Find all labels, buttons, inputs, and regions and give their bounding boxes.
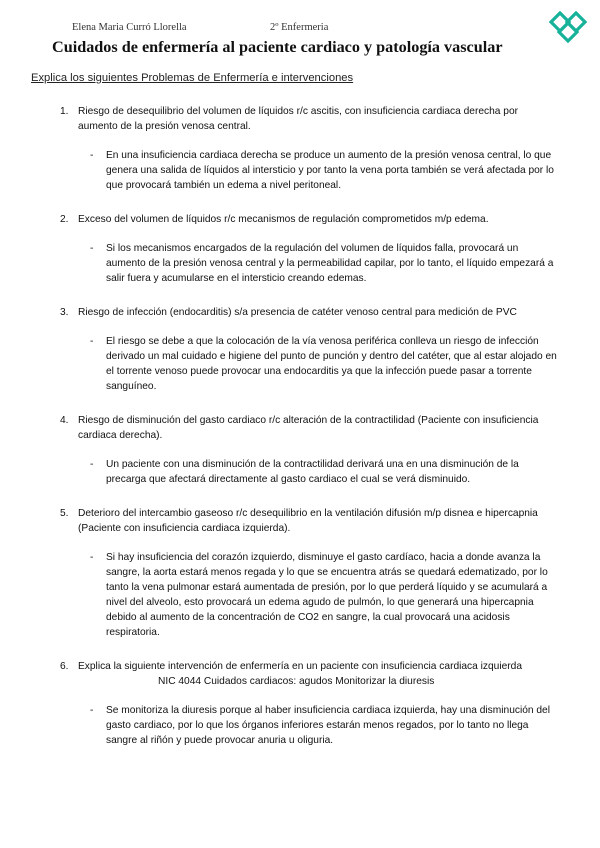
item-bullet <box>0 241 600 286</box>
item-bullet <box>0 550 600 640</box>
dash-marker: - <box>90 150 94 161</box>
item-number: 5. <box>60 508 69 519</box>
author-name: Elena Maria Curró Llorella <box>72 22 187 33</box>
list-item <box>0 305 600 394</box>
item-text: Riesgo de infección (endocarditis) s/a presencia de catéter venoso central para medición de PVC <box>78 307 517 318</box>
item-bullet <box>0 457 600 487</box>
dash-marker: - <box>90 243 94 254</box>
nic-intervention: NIC 4044 Cuidados cardiacos: agudos Monitorizar la diuresis <box>158 676 435 687</box>
bullet-text: Se monitoriza la diuresis porque al haber insuficiencia cardiaca izquierda, hay una disminución del gasto cardiaco, por lo que los órganos inferiores estarán menos regados, por lo tanto no llega sangre al riñón y puede provocar anuria u oliguria. <box>106 705 550 746</box>
dash-marker: - <box>90 552 94 563</box>
list-item <box>0 506 600 640</box>
list-item <box>0 413 600 487</box>
item-text: Riesgo de desequilibrio del volumen de líquidos r/c ascitis, con insuficiencia cardiaca derecha por aumento de la presión venosa central. <box>78 106 519 132</box>
section-subtitle: Explica los siguientes Problemas de Enfermería e intervenciones <box>31 72 354 84</box>
item-text: Riesgo de disminución del gasto cardiaco r/c alteración de la contractilidad (Paciente con insuficiencia cardiaca derecha). <box>78 415 539 441</box>
list-item <box>0 212 600 286</box>
dash-marker: - <box>90 336 94 347</box>
item-text: Explica la siguiente intervención de enfermería en un paciente con insuficiencia cardiaca izquierda <box>78 661 522 672</box>
list-item <box>0 104 600 193</box>
item-text: Exceso del volumen de líquidos r/c mecanismos de regulación comprometidos m/p edema. <box>78 214 489 225</box>
dash-marker: - <box>90 459 94 470</box>
dash-marker: - <box>90 705 94 716</box>
page-title: Cuidados de enfermería al paciente cardiaco y patología vascular <box>52 38 503 56</box>
course-label: 2º Enfermeria <box>270 22 329 33</box>
item-text: Deterioro del intercambio gaseoso r/c desequilibrio en la ventilación difusión m/p disnea e hipercapnia (Paciente con insuficiencia cardiaca izquierda). <box>78 508 538 534</box>
item-bullet <box>0 703 600 748</box>
item-number: 6. <box>60 661 69 672</box>
list-item <box>0 659 600 748</box>
item-number: 1. <box>60 106 69 117</box>
item-number: 2. <box>60 214 69 225</box>
item-bullet <box>0 334 600 394</box>
bullet-text: Si hay insuficiencia del corazón izquierdo, disminuye el gasto cardíaco, hacia a donde avanza la sangre, la aorta estará menos regada y lo que se encuentra atrás se quedará edematizado, por lo tanto la vena pulmonar estará aumentada de presión, por lo que perderá líquido y se acumulará a nivel del alveolo, esto provocará un edema agudo de pulmón, lo que generará una hipercapnia debido al aumento de la concentración de CO2 en sangre, la cual provocará una acidosis respiratoria. <box>106 552 548 638</box>
item-number: 4. <box>60 415 69 426</box>
bullet-text: El riesgo se debe a que la colocación de la vía venosa periférica conlleva un riesgo de infección derivado un mal cuidado e higiene del punto de punción y dentro del catéter, que al estar alojado en el torrente venoso puede provocar una endocarditis ya que la infección puede pasar a torrente sanguíneo. <box>106 336 557 392</box>
item-number: 3. <box>60 307 69 318</box>
page-header <box>72 22 329 33</box>
bullet-text: En una insuficiencia cardiaca derecha se produce un aumento de la presión venosa central, lo que genera una salida de líquidos al intersticio y por tanto la vena porta también se verá afectada por lo que provocará también un edema a nivel peritoneal. <box>106 150 554 191</box>
problem-list <box>0 104 600 748</box>
item-bullet <box>0 148 600 193</box>
bullet-text: Un paciente con una disminución de la contractilidad derivará una en una disminución de la precarga que afectará directamente al gasto cardiaco el cual se verá disminuido. <box>106 459 519 485</box>
bullet-text: Si los mecanismos encargados de la regulación del volumen de líquidos falla, provocará un aumento de la presión venosa central y la permeabilidad capilar, por lo tanto, el líquido empezará a salir fuera y acumularse en el intersticio creando edemas. <box>106 243 554 284</box>
